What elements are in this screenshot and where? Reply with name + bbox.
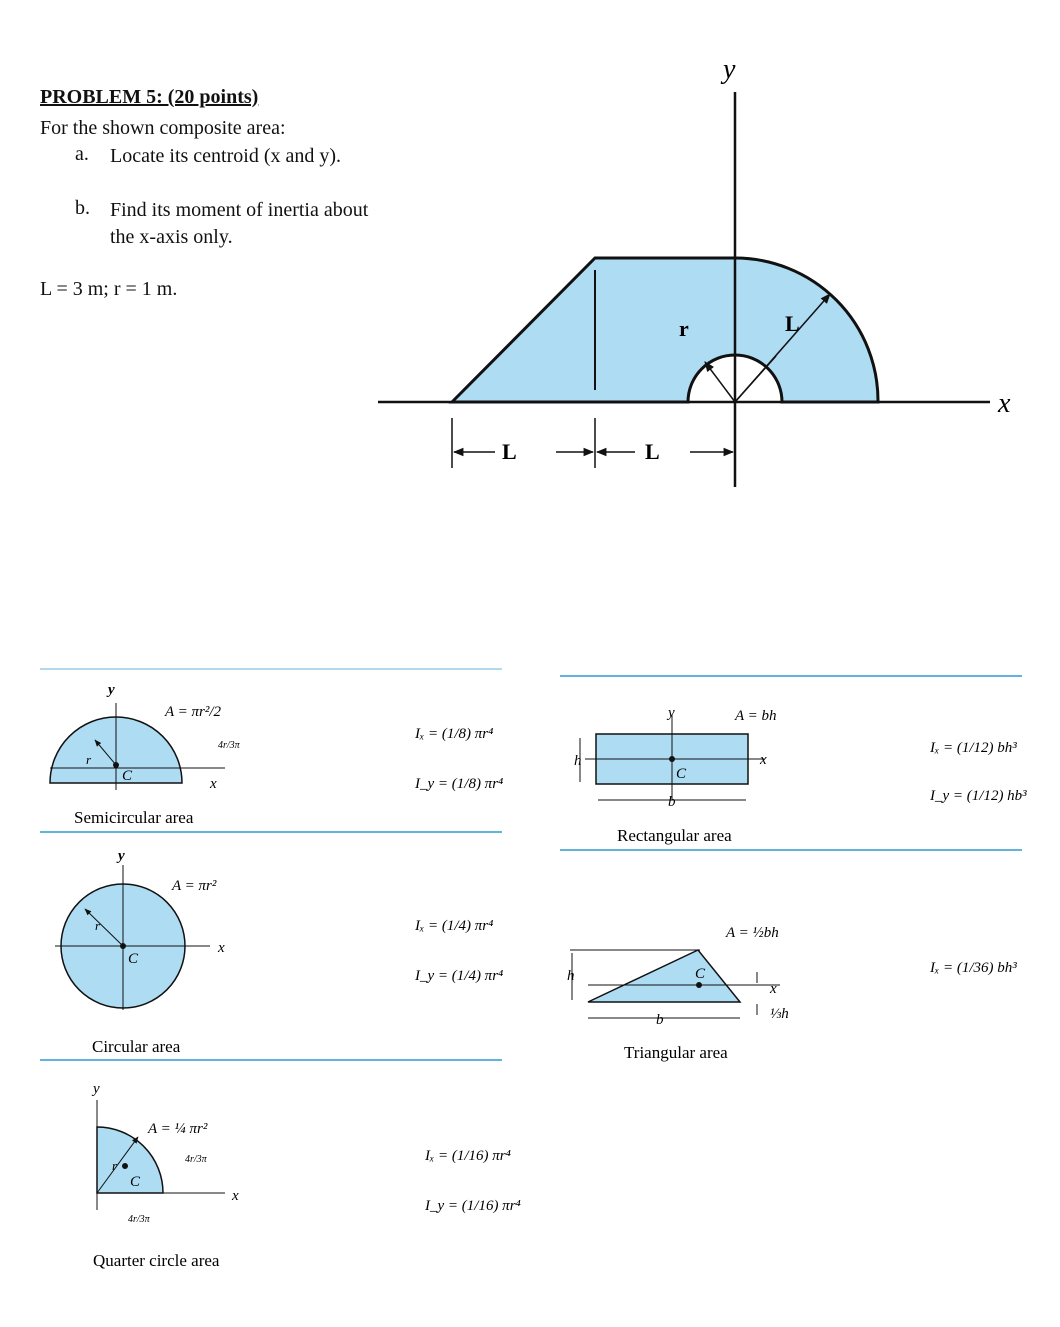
semicircle-entry — [50, 682, 503, 827]
svg-text:x: x — [210, 776, 217, 792]
quarter-Ix: Iₓ = (1/16) πr⁴ — [425, 1148, 511, 1164]
quarter-circle-entry — [91, 1081, 521, 1270]
svg-text:r: r — [112, 1158, 118, 1173]
rectangle-entry — [574, 705, 1027, 845]
svg-text:h: h — [574, 753, 582, 769]
semicircle-offset: 4r/3π — [218, 740, 240, 751]
composite-shape — [452, 258, 878, 402]
rectangle-name: Rectangular area — [617, 826, 732, 845]
given-values: L = 3 m; r = 1 m. — [40, 278, 178, 300]
quarter-name: Quarter circle area — [93, 1251, 220, 1270]
circle-name: Circular area — [92, 1037, 181, 1056]
centroid-dot — [122, 1163, 128, 1169]
radius-r-arrow — [705, 362, 735, 402]
semicircle-area-formula: A = πr²/2 — [165, 704, 222, 720]
svg-text:y: y — [108, 682, 115, 698]
radius-r-label: r — [679, 316, 689, 341]
quarter-area-formula: A = ¼ πr² — [148, 1121, 208, 1137]
table-rules — [40, 669, 1022, 1060]
quarter-Iy: I_y = (1/16) πr⁴ — [425, 1198, 521, 1214]
semicircle-Ix: Iₓ = (1/8) πr⁴ — [415, 726, 494, 742]
svg-text:x: x — [218, 940, 225, 956]
svg-text:b: b — [668, 794, 676, 810]
composite-figure — [378, 54, 1011, 487]
quarter-offset: 4r/3π — [185, 1154, 207, 1165]
svg-text:C: C — [695, 966, 706, 982]
triangle-area-formula: A = ½bh — [726, 925, 779, 941]
svg-text:h: h — [567, 968, 575, 984]
task-text: Find its moment of inertia about the x-axis only. — [110, 199, 369, 248]
centroid-dot — [696, 982, 702, 988]
x-axis-label: x — [998, 388, 1011, 419]
svg-text:y: y — [668, 705, 675, 721]
svg-text:x: x — [232, 1188, 239, 1204]
centroid-dot — [669, 756, 675, 762]
circle-Ix: Iₓ = (1/4) πr⁴ — [415, 918, 494, 934]
circle-entry — [55, 848, 503, 1056]
svg-text:b: b — [656, 1012, 664, 1028]
triangle-offset: ⅓h — [770, 1006, 789, 1022]
triangle-shape — [588, 950, 740, 1002]
circle-Iy: I_y = (1/4) πr⁴ — [415, 968, 504, 984]
svg-text:x: x — [760, 752, 767, 768]
svg-text:C: C — [122, 768, 133, 784]
problem-title: PROBLEM 5: (20 points) — [40, 86, 259, 108]
svg-text:C: C — [128, 951, 139, 967]
quarter-offset-bottom: 4r/3π — [128, 1214, 150, 1225]
task-text: Locate its centroid (x and y). — [110, 145, 342, 167]
dim-right-label: L — [645, 439, 660, 464]
radius-L-label: L — [785, 311, 800, 336]
svg-text:x: x — [770, 981, 777, 997]
rectangle-Ix: Iₓ = (1/12) bh³ — [930, 740, 1017, 756]
rectangle-Iy: I_y = (1/12) hb³ — [930, 788, 1027, 804]
task-label: b. — [75, 197, 90, 219]
dim-left-label: L — [502, 439, 517, 464]
rectangle-area-formula: A = bh — [735, 708, 777, 724]
svg-text:r: r — [86, 752, 92, 767]
svg-text:C: C — [676, 766, 687, 782]
triangle-Ix: Iₓ = (1/36) bh³ — [930, 960, 1017, 976]
svg-text:r: r — [95, 918, 101, 933]
problem-intro: For the shown composite area: — [40, 117, 286, 139]
semicircle-name: Semicircular area — [74, 808, 194, 827]
semicircle-Iy: I_y = (1/8) πr⁴ — [415, 776, 504, 792]
svg-text:y: y — [118, 848, 125, 864]
task-label: a. — [75, 143, 89, 165]
svg-text:C: C — [130, 1174, 141, 1190]
triangle-entry — [567, 925, 1017, 1062]
y-axis-label: y — [723, 54, 736, 85]
svg-text:y: y — [93, 1081, 100, 1097]
circle-area-formula: A = πr² — [172, 878, 217, 894]
triangle-name: Triangular area — [624, 1043, 728, 1062]
